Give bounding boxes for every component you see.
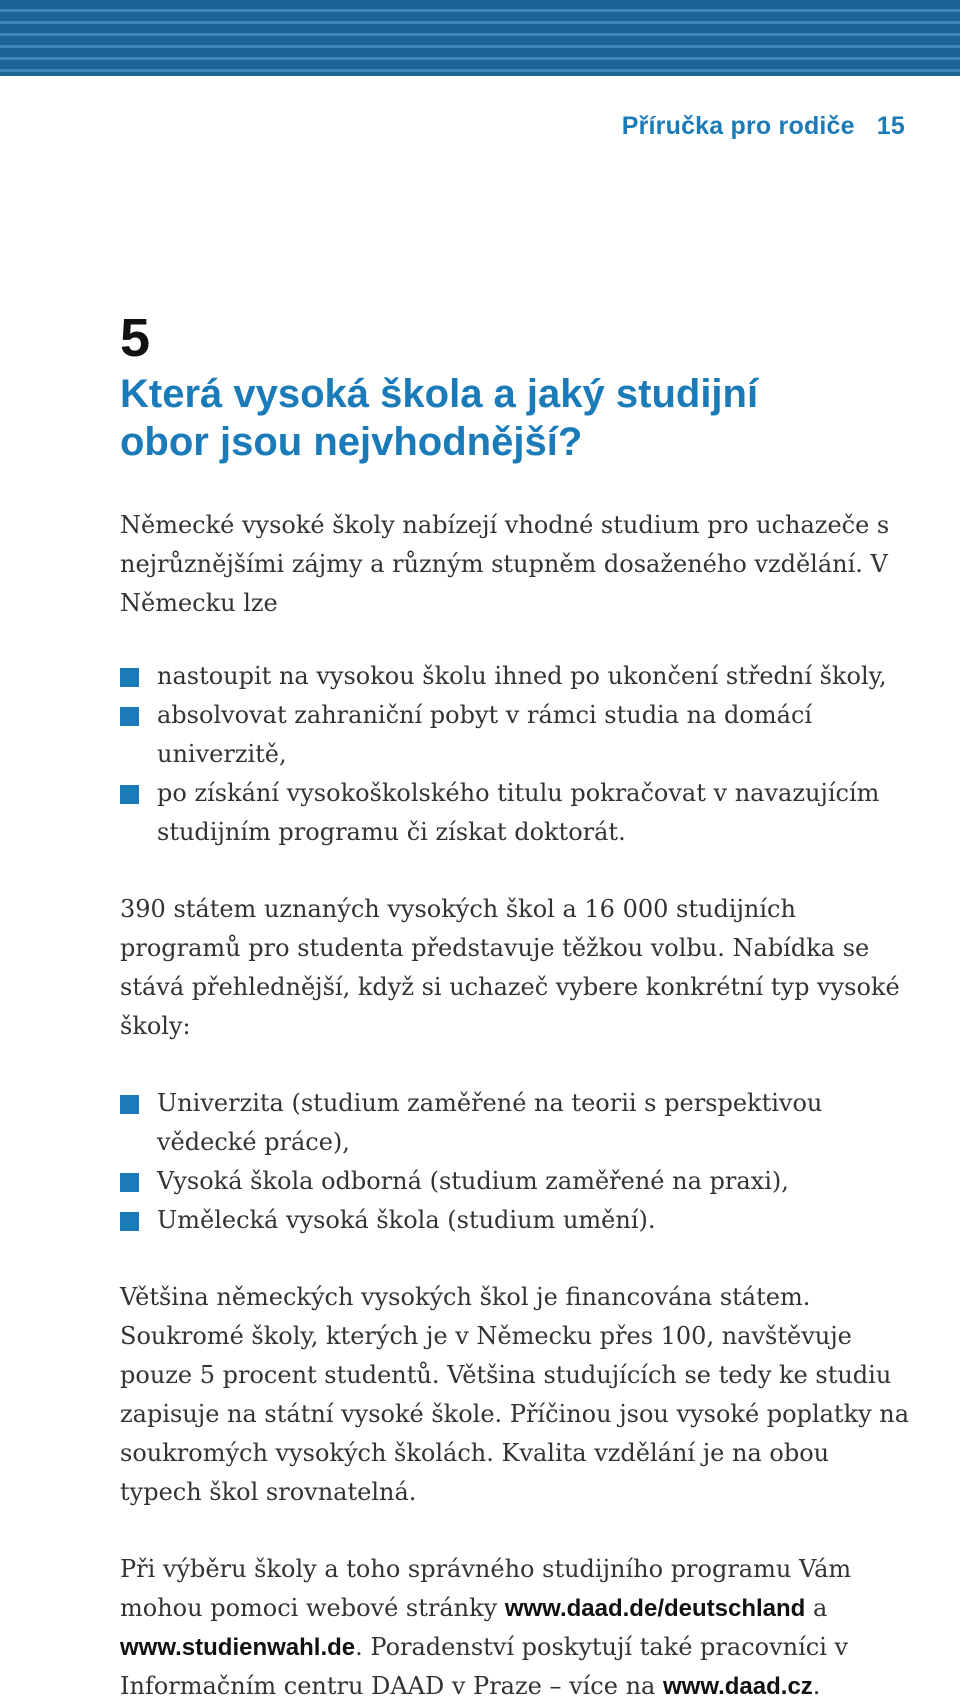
resources-text-mid: . Poradenství poskytují také pracovníci v Informačním centru DAAD v Praze – více na — [120, 1633, 849, 1700]
resources-text-end: . — [812, 1672, 821, 1700]
link-daad-deutschland[interactable]: www.daad.de/deutschland — [504, 1595, 806, 1622]
square-bullet-icon — [120, 668, 139, 687]
list-item — [120, 1162, 910, 1201]
list-item-text: Umělecká vysoká škola (studium umění). — [157, 1206, 656, 1234]
square-bullet-icon — [120, 785, 139, 804]
running-header — [622, 112, 905, 141]
list-item — [120, 696, 910, 774]
square-bullet-icon — [120, 1095, 139, 1114]
link-daad-cz[interactable]: www.daad.cz — [662, 1673, 813, 1700]
list-item — [120, 657, 910, 696]
intro-paragraph: Německé vysoké školy nabízejí vhodné studium pro uchazeče s nejrůznějšími zájmy a různým stupněm dosaženého vzdělání. V Německu lze — [120, 511, 890, 617]
main-content — [120, 310, 910, 1706]
chapter-title — [120, 370, 910, 466]
paragraph-resources — [120, 1550, 910, 1706]
list-item — [120, 1201, 910, 1240]
list-item — [120, 774, 910, 852]
chapter-number: 5 — [120, 308, 151, 368]
list-item-text: Vysoká škola odborná (studium zaměřené na praxi), — [157, 1167, 789, 1195]
resources-text-and: a — [805, 1594, 828, 1622]
link-studienwahl[interactable]: www.studienwahl.de — [120, 1634, 356, 1661]
square-bullet-icon — [120, 1173, 139, 1192]
options-list — [120, 657, 910, 852]
list-item-text: absolvovat zahraniční pobyt v rámci studia na domácí univerzitě, — [157, 701, 813, 768]
list-item-text: po získání vysokoškolského titulu pokračovat v navazujícím studijním programu či získat doktorát. — [157, 779, 880, 846]
header-title: Příručka pro rodiče — [621, 112, 855, 140]
paragraph-school-count: 390 státem uznaných vysokých škol a 16 000 studijních programů pro studenta představuje těžkou volbu. Nabídka se stává přehlednější, když si uchazeč vybere konkrétní typ vysoké školy: — [120, 895, 900, 1040]
header-stripe-band — [0, 0, 960, 76]
page-number: 15 — [876, 112, 905, 140]
list-item-text: Univerzita (studium zaměřené na teorii s perspektivou vědecké práce), — [157, 1089, 823, 1156]
paragraph-financing: Většina německých vysokých škol je financována státem. Soukromé školy, kterých je v Německu přes 100, navštěvuje pouze 5 procent studentů. Většina studujících se tedy ke studiu zapisuje na státní vysoké škole. Příčinou jsou vysoké poplatky na soukromých vysokých školách. Kvalita vzdělání je na obou typech škol srovnatelná. — [120, 1283, 910, 1506]
square-bullet-icon — [120, 1212, 139, 1231]
resources-text-start: Při výběru školy a toho správného studijního programu Vám mohou pomoci webové stránky — [120, 1555, 852, 1622]
list-item — [120, 1084, 910, 1162]
school-types-list — [120, 1084, 910, 1240]
chapter-title-line1: Která vysoká škola a jaký studijní — [120, 372, 759, 416]
square-bullet-icon — [120, 707, 139, 726]
list-item-text: nastoupit na vysokou školu ihned po ukončení střední školy, — [157, 662, 887, 690]
chapter-title-line2: obor jsou nejvhodnější? — [120, 420, 583, 464]
